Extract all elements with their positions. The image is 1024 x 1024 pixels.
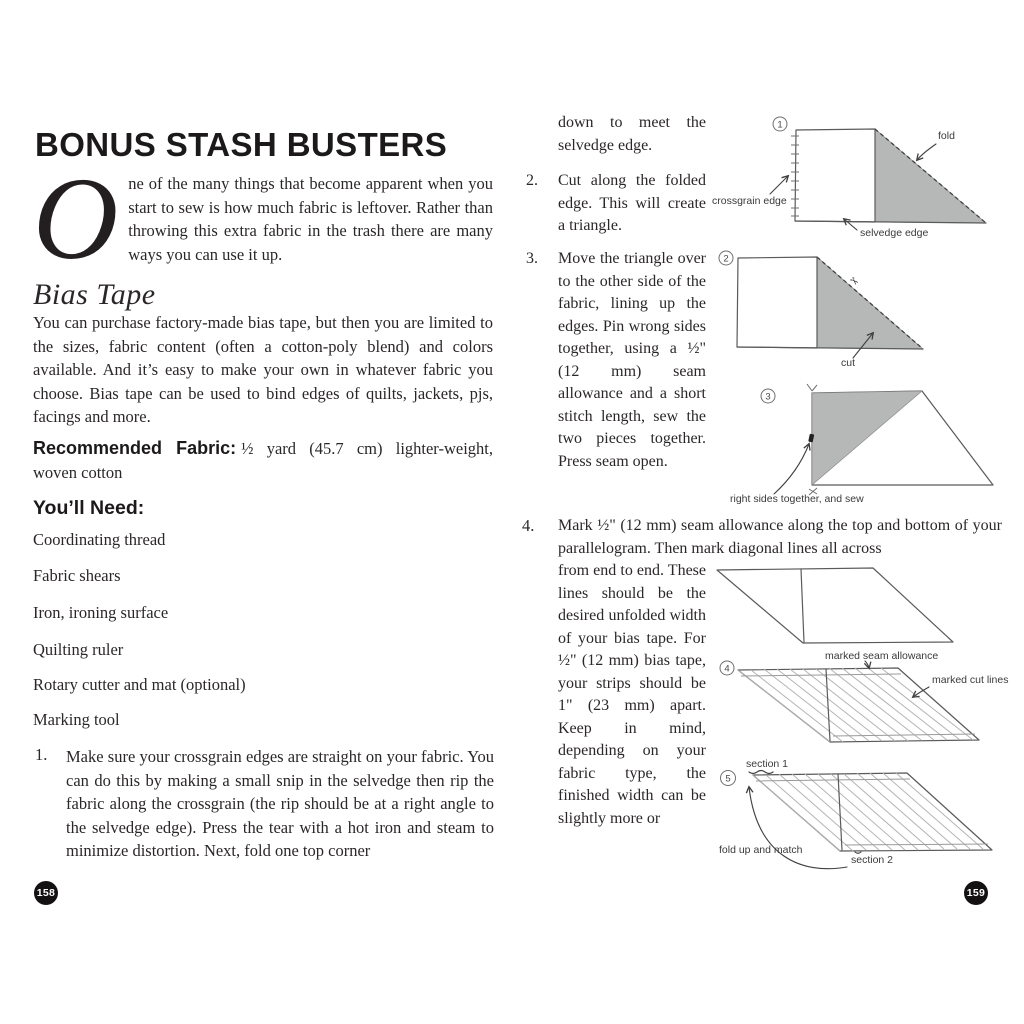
cut-label: cut (841, 357, 856, 369)
step-number: 1. (35, 745, 48, 764)
supply-list-item: Quilting ruler (33, 640, 124, 659)
fold-arrow (917, 144, 936, 160)
recommended-fabric-line (33, 437, 493, 484)
instruction-step-3 (520, 248, 706, 473)
diagram-2-cut-triangle (710, 246, 1015, 380)
strip-parallelogram-shape (753, 773, 992, 851)
intro-text: ne of the many things that become apparent when you start to sew is how much fabric is leftover. Rather than throwing this extra fabric in the trash there are many ways you can use it up. (128, 174, 493, 264)
diagram-number: 3 (765, 391, 771, 403)
step-text: down to meet the selvedge edge. (558, 114, 706, 154)
sew-arrow (774, 444, 809, 494)
step-text: Cut along the folded edge. This will create a triangle. (558, 172, 706, 234)
diagram-number: 5 (725, 773, 731, 785)
fold-up-match-label: fold up and match (719, 844, 803, 856)
diagram-1-fold-corner (710, 106, 1015, 246)
selvedge-edge-label: selvedge edge (860, 227, 929, 239)
step-text: Move the triangle over to the other side of the fabric, lining up the edges. Pin wrong sides together, using a ½" (12 mm) seam allowance and a short stitch length, sew the two pieces together. Press seam open. (558, 250, 706, 470)
bias-tape-paragraph: You can purchase factory-made bias tape, but then you are limited to the sizes, fabric content (often a cotton-poly blend) and colors available. And it’s easy to make your own in whatever fabric you choose. Bias tape can be used to bind edges of quilts, jackets, pjs, facings and more. (33, 313, 493, 426)
step-number: 2. (526, 172, 538, 189)
fabric-rect-shape (737, 257, 817, 348)
youll-need-heading: You’ll Need: (33, 497, 145, 519)
marked-cut-lines-label: marked cut lines (932, 674, 1009, 686)
crossgrain-arrow (770, 176, 788, 194)
supply-list-item: Iron, ironing surface (33, 603, 169, 622)
crossgrain-edge-label: crossgrain edge (712, 195, 787, 207)
recommended-fabric-label: Recommended Fabric: (33, 438, 237, 458)
sewn-parallelogram-shape (717, 568, 953, 643)
drop-cap: O (33, 153, 119, 284)
fabric-rect-shape (795, 129, 875, 222)
diagram-4-marked-lines (705, 556, 1023, 754)
diagram-number: 4 (724, 663, 730, 675)
recommended-fabric-text: ½ yard (45.7 cm) lighter-weight, woven cotton (33, 439, 493, 482)
section-heading-bias-tape: Bias Tape (33, 278, 156, 311)
section-1-label: section 1 (746, 758, 789, 770)
marked-seam-allowance-label: marked seam allowance (825, 650, 939, 662)
step-text: Make sure your crossgrain edges are straight on your fabric. You can do this by making a small snip in the selvedge then rip the fabric along the crossgrain (the rip should be at a right angle to the selvedge edge). Press the tear with a hot iron and steam to minimize distortion. Next, fold one top corner (66, 747, 494, 860)
step-number: 4. (522, 516, 535, 535)
supply-list-item: Rotary cutter and mat (optional) (33, 675, 246, 694)
intro-paragraph (33, 153, 493, 284)
page-number-badge-right: 159 (964, 881, 988, 905)
fold-label: fold (938, 130, 955, 142)
step-number: 3. (526, 250, 538, 267)
right-sides-label: right sides together, and sew (730, 493, 864, 505)
section-2-squiggle (855, 852, 861, 853)
instruction-step-4 (520, 514, 1002, 560)
diagram-3-sew-triangles (710, 380, 1015, 508)
supply-list-item: Fabric shears (33, 566, 121, 585)
section-2-label: section 2 (851, 854, 894, 866)
supply-list-item: Marking tool (33, 710, 120, 729)
supply-list-item: Coordinating thread (33, 530, 166, 549)
seam-allowance-arrow (865, 661, 869, 668)
scissors-icon: ✂ (846, 274, 862, 289)
step-text: Mark ½" (12 mm) seam allowance along the top and bottom of your parallelogram. Then mark diagonal lines all across (558, 517, 1002, 557)
instruction-step-2 (520, 170, 706, 238)
instruction-step-4-continued: from end to end. These lines should be the desired unfolded width of your bias tape. For ½" (12 mm) bias tape, your strips should be 1" (23 mm) apart. Keep in mind, depending on your fabric type, the finished width can be slightly more or (558, 562, 706, 827)
page-title: BONUS STASH BUSTERS (35, 126, 448, 163)
page-number-badge-left: 158 (34, 881, 58, 905)
instruction-step-1-continued (520, 112, 706, 157)
instruction-step-1 (33, 745, 494, 863)
diagram-number: 2 (723, 253, 729, 265)
diagram-number: 1 (777, 119, 783, 131)
section-1-squiggle (749, 771, 773, 774)
